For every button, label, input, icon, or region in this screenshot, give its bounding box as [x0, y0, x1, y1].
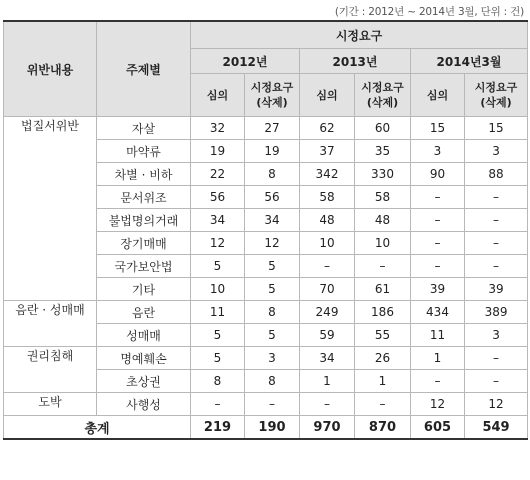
value-cell: – [191, 393, 245, 416]
category-cell: 권리침해 [4, 347, 97, 393]
total-row [4, 416, 528, 440]
value-cell: 1 [355, 370, 411, 393]
value-cell: 3 [465, 140, 528, 163]
value-cell: 62 [300, 117, 355, 140]
value-cell: 5 [245, 255, 300, 278]
value-cell: 186 [355, 301, 411, 324]
value-cell: – [465, 232, 528, 255]
total-cell: 870 [355, 416, 411, 440]
value-cell: 330 [355, 163, 411, 186]
value-cell: 55 [355, 324, 411, 347]
total-cell: 549 [465, 416, 528, 440]
header-correction-delete: 시정요구 (삭제) [245, 74, 300, 117]
total-cell: 605 [411, 416, 465, 440]
topic-cell: 자살 [97, 117, 191, 140]
value-cell: 8 [245, 163, 300, 186]
value-cell: 35 [355, 140, 411, 163]
topic-cell: 음란 [97, 301, 191, 324]
value-cell: 22 [191, 163, 245, 186]
value-cell: 12 [245, 232, 300, 255]
topic-cell: 장기매매 [97, 232, 191, 255]
topic-cell: 국가보안법 [97, 255, 191, 278]
value-cell: 39 [411, 278, 465, 301]
value-cell: 48 [300, 209, 355, 232]
total-cell: 970 [300, 416, 355, 440]
value-cell: – [300, 255, 355, 278]
value-cell: 12 [191, 232, 245, 255]
table-row [4, 393, 528, 416]
topic-cell: 기타 [97, 278, 191, 301]
value-cell: 60 [355, 117, 411, 140]
total-cell: 219 [191, 416, 245, 440]
value-cell: – [411, 232, 465, 255]
topic-cell: 성매매 [97, 324, 191, 347]
header-review: 심의 [191, 74, 245, 117]
value-cell: 59 [300, 324, 355, 347]
value-cell: 1 [411, 347, 465, 370]
topic-cell: 명예훼손 [97, 347, 191, 370]
value-cell: 61 [355, 278, 411, 301]
topic-cell: 마약류 [97, 140, 191, 163]
topic-cell: 문서위조 [97, 186, 191, 209]
value-cell: 34 [300, 347, 355, 370]
value-cell: 15 [411, 117, 465, 140]
value-cell: 249 [300, 301, 355, 324]
value-cell: 15 [465, 117, 528, 140]
value-cell: – [465, 347, 528, 370]
value-cell: 5 [245, 278, 300, 301]
value-cell: – [411, 186, 465, 209]
header-topic: 주제별 [97, 21, 191, 117]
value-cell: 389 [465, 301, 528, 324]
value-cell: 70 [300, 278, 355, 301]
value-cell: 3 [411, 140, 465, 163]
topic-cell: 초상권 [97, 370, 191, 393]
value-cell: 88 [465, 163, 528, 186]
value-cell: 434 [411, 301, 465, 324]
value-cell: 39 [465, 278, 528, 301]
value-cell: 27 [245, 117, 300, 140]
value-cell: 5 [191, 255, 245, 278]
total-cell: 190 [245, 416, 300, 440]
category-cell: 법질서위반 [4, 117, 97, 301]
value-cell: – [411, 255, 465, 278]
value-cell: 90 [411, 163, 465, 186]
value-cell: 19 [191, 140, 245, 163]
table-row [4, 301, 528, 324]
category-cell: 음란 · 성매매 [4, 301, 97, 347]
value-cell: 32 [191, 117, 245, 140]
value-cell: 11 [411, 324, 465, 347]
header-violation: 위반내용 [4, 21, 97, 117]
table-caption: (기간 : 2012년 ~ 2014년 3월, 단위 : 건) [334, 6, 524, 18]
category-cell: 도박 [4, 393, 97, 416]
value-cell: – [465, 370, 528, 393]
value-cell: 3 [465, 324, 528, 347]
value-cell: – [300, 393, 355, 416]
table-row [4, 347, 528, 370]
value-cell: 58 [300, 186, 355, 209]
value-cell: 56 [191, 186, 245, 209]
header-review: 심의 [411, 74, 465, 117]
topic-cell: 차별 · 비하 [97, 163, 191, 186]
value-cell: 12 [465, 393, 528, 416]
value-cell: 34 [245, 209, 300, 232]
value-cell: 342 [300, 163, 355, 186]
header-year-2012: 2012년 [191, 49, 300, 74]
value-cell: 5 [245, 324, 300, 347]
header-correction: 시정요구 [191, 21, 528, 49]
value-cell: 10 [191, 278, 245, 301]
value-cell: – [411, 370, 465, 393]
correction-statistics-table [3, 20, 528, 440]
table-body [4, 117, 528, 416]
header-correction-delete: 시정요구 (삭제) [355, 74, 411, 117]
value-cell: 5 [191, 324, 245, 347]
value-cell: 10 [355, 232, 411, 255]
topic-cell: 불법명의거래 [97, 209, 191, 232]
header-year-2014: 2014년3월 [411, 49, 528, 74]
value-cell: 8 [191, 370, 245, 393]
value-cell: 1 [300, 370, 355, 393]
value-cell: 19 [245, 140, 300, 163]
value-cell: 56 [245, 186, 300, 209]
value-cell: 26 [355, 347, 411, 370]
value-cell: 5 [191, 347, 245, 370]
topic-cell: 사행성 [97, 393, 191, 416]
value-cell: 8 [245, 301, 300, 324]
value-cell: 58 [355, 186, 411, 209]
value-cell: – [465, 255, 528, 278]
value-cell: 8 [245, 370, 300, 393]
value-cell: – [411, 209, 465, 232]
table-row [4, 117, 528, 140]
value-cell: – [465, 209, 528, 232]
value-cell: 11 [191, 301, 245, 324]
value-cell: – [465, 186, 528, 209]
total-label: 총계 [4, 416, 191, 440]
value-cell: 10 [300, 232, 355, 255]
value-cell: 12 [411, 393, 465, 416]
header-review: 심의 [300, 74, 355, 117]
value-cell: 34 [191, 209, 245, 232]
value-cell: – [355, 393, 411, 416]
value-cell: – [245, 393, 300, 416]
value-cell: 37 [300, 140, 355, 163]
header-correction-delete: 시정요구 (삭제) [465, 74, 528, 117]
value-cell: 3 [245, 347, 300, 370]
value-cell: – [355, 255, 411, 278]
value-cell: 48 [355, 209, 411, 232]
header-year-2013: 2013년 [300, 49, 411, 74]
